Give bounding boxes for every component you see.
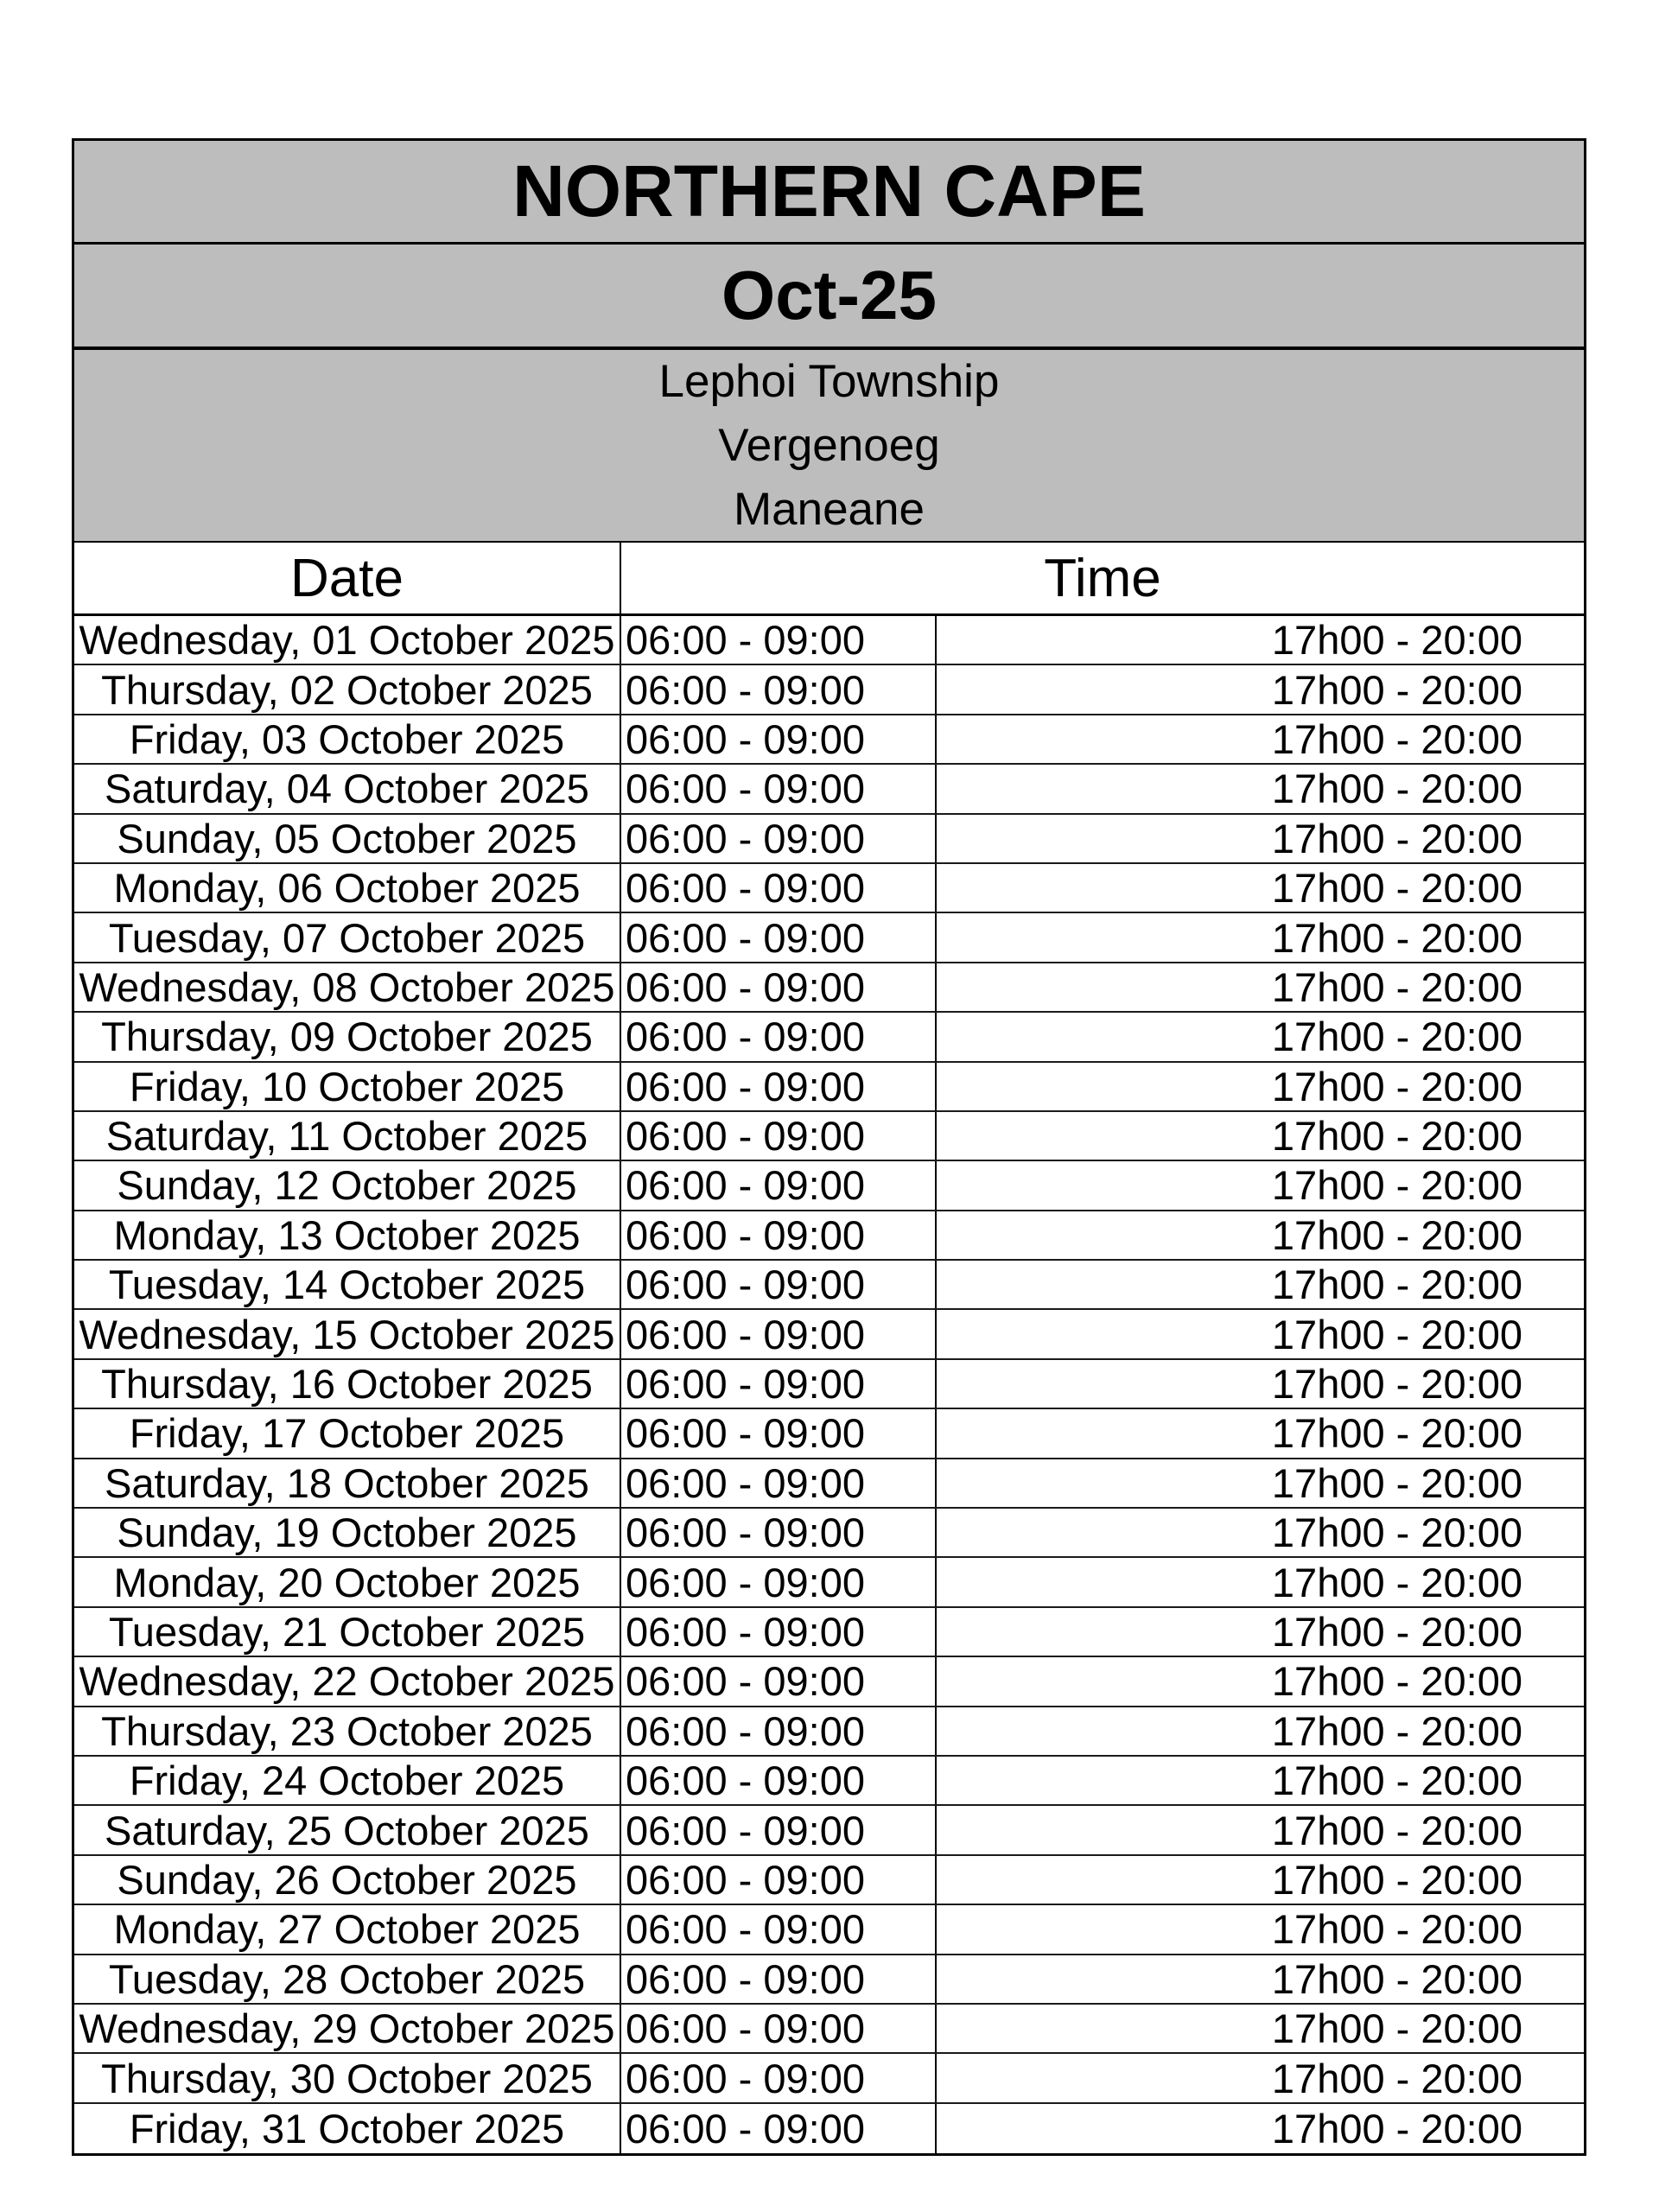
morning-time-cell: 06:00 - 09:00 xyxy=(621,1905,937,1953)
evening-time-cell: 17h00 - 20:00 xyxy=(1271,1658,1522,1705)
table-row xyxy=(74,1310,1584,1359)
date-cell: Saturday, 18 October 2025 xyxy=(74,1459,621,1507)
date-cell: Wednesday, 22 October 2025 xyxy=(74,1657,621,1705)
date-cell: Friday, 10 October 2025 xyxy=(74,1063,621,1110)
table-row xyxy=(74,963,1584,1013)
table-row xyxy=(74,864,1584,913)
morning-time-cell: 06:00 - 09:00 xyxy=(621,1608,937,1656)
table-row xyxy=(74,1161,1584,1211)
table-row xyxy=(74,1013,1584,1062)
date-cell: Thursday, 16 October 2025 xyxy=(74,1360,621,1408)
table-row xyxy=(74,1757,1584,1806)
table-row xyxy=(74,765,1584,814)
evening-time-cell: 17h00 - 20:00 xyxy=(1271,617,1522,664)
table-row xyxy=(74,1063,1584,1112)
date-cell: Saturday, 04 October 2025 xyxy=(74,765,621,812)
morning-time-cell: 06:00 - 09:00 xyxy=(621,1757,937,1804)
table-row xyxy=(74,1905,1584,1955)
evening-time-cell: 17h00 - 20:00 xyxy=(1271,2105,1522,2152)
date-cell: Monday, 27 October 2025 xyxy=(74,1905,621,1953)
date-cell: Sunday, 05 October 2025 xyxy=(74,815,621,862)
table-row xyxy=(74,913,1584,963)
morning-time-cell: 06:00 - 09:00 xyxy=(621,765,937,812)
date-cell: Monday, 06 October 2025 xyxy=(74,864,621,912)
date-cell: Sunday, 12 October 2025 xyxy=(74,1161,621,1209)
morning-time-cell: 06:00 - 09:00 xyxy=(621,963,937,1011)
evening-time-cell: 17h00 - 20:00 xyxy=(1271,1510,1522,1556)
morning-time-cell: 06:00 - 09:00 xyxy=(621,815,937,862)
morning-time-cell: 06:00 - 09:00 xyxy=(621,1955,937,2003)
morning-time-cell: 06:00 - 09:00 xyxy=(621,864,937,912)
morning-time-cell: 06:00 - 09:00 xyxy=(621,1806,937,1853)
table-row xyxy=(74,1657,1584,1707)
morning-time-cell: 06:00 - 09:00 xyxy=(621,1509,937,1556)
date-cell: Wednesday, 29 October 2025 xyxy=(74,2005,621,2052)
table-row xyxy=(74,1409,1584,1459)
evening-time-cell: 17h00 - 20:00 xyxy=(1271,1014,1522,1060)
table-row xyxy=(74,715,1584,765)
table-row xyxy=(74,1707,1584,1757)
evening-time-cell: 17h00 - 20:00 xyxy=(1271,715,1522,762)
morning-time-cell: 06:00 - 09:00 xyxy=(621,2054,937,2101)
evening-time-cell: 17h00 - 20:00 xyxy=(1271,1807,1522,1853)
date-cell: Monday, 20 October 2025 xyxy=(74,1558,621,1605)
evening-time-cell: 17h00 - 20:00 xyxy=(1271,1609,1522,1655)
evening-time-cell: 17h00 - 20:00 xyxy=(1271,1311,1522,1357)
table-row xyxy=(74,1459,1584,1509)
schedule-sheet xyxy=(72,138,1586,2156)
date-cell: Wednesday, 01 October 2025 xyxy=(74,616,621,664)
morning-time-cell: 06:00 - 09:00 xyxy=(621,665,937,713)
date-cell: Thursday, 30 October 2025 xyxy=(74,2054,621,2101)
morning-time-cell: 06:00 - 09:00 xyxy=(621,1707,937,1755)
table-row xyxy=(74,1360,1584,1409)
table-row xyxy=(74,815,1584,864)
date-cell: Wednesday, 15 October 2025 xyxy=(74,1310,621,1357)
evening-time-cell: 17h00 - 20:00 xyxy=(1271,666,1522,713)
evening-time-cell: 17h00 - 20:00 xyxy=(1271,2005,1522,2052)
date-cell: Tuesday, 14 October 2025 xyxy=(74,1261,621,1308)
table-row xyxy=(74,1856,1584,1905)
date-cell: Thursday, 09 October 2025 xyxy=(74,1013,621,1060)
evening-time-cell: 17h00 - 20:00 xyxy=(1271,1559,1522,1605)
morning-time-cell: 06:00 - 09:00 xyxy=(621,1409,937,1457)
evening-time-cell: 17h00 - 20:00 xyxy=(1271,1410,1522,1457)
date-cell: Friday, 17 October 2025 xyxy=(74,1409,621,1457)
evening-time-cell: 17h00 - 20:00 xyxy=(1271,1063,1522,1109)
morning-time-cell: 06:00 - 09:00 xyxy=(621,1211,937,1259)
table-row xyxy=(74,1608,1584,1657)
table-row xyxy=(74,2104,1584,2153)
table-row xyxy=(74,1211,1584,1261)
time-column-header: Time xyxy=(1044,548,1161,608)
morning-time-cell: 06:00 - 09:00 xyxy=(621,1856,937,1904)
date-cell: Monday, 13 October 2025 xyxy=(74,1211,621,1259)
evening-time-cell: 17h00 - 20:00 xyxy=(1271,914,1522,961)
date-cell: Saturday, 11 October 2025 xyxy=(74,1112,621,1160)
evening-time-cell: 17h00 - 20:00 xyxy=(1271,1361,1522,1408)
evening-time-cell: 17h00 - 20:00 xyxy=(1271,1459,1522,1506)
date-cell: Tuesday, 28 October 2025 xyxy=(74,1955,621,2003)
morning-time-cell: 06:00 - 09:00 xyxy=(621,1558,937,1605)
morning-time-cell: 06:00 - 09:00 xyxy=(621,1310,937,1357)
table-row xyxy=(74,1509,1584,1558)
morning-time-cell: 06:00 - 09:00 xyxy=(621,1063,937,1110)
table-row xyxy=(74,1112,1584,1161)
evening-time-cell: 17h00 - 20:00 xyxy=(1271,865,1522,912)
evening-time-cell: 17h00 - 20:00 xyxy=(1271,1856,1522,1903)
evening-time-cell: 17h00 - 20:00 xyxy=(1271,1906,1522,1953)
evening-time-cell: 17h00 - 20:00 xyxy=(1271,1211,1522,1258)
evening-time-cell: 17h00 - 20:00 xyxy=(1271,815,1522,861)
date-cell: Friday, 31 October 2025 xyxy=(74,2104,621,2153)
table-row xyxy=(74,2005,1584,2054)
morning-time-cell: 06:00 - 09:00 xyxy=(621,913,937,961)
location-item: Lephoi Township xyxy=(658,355,1000,407)
evening-time-cell: 17h00 - 20:00 xyxy=(1271,2055,1522,2101)
evening-time-cell: 17h00 - 20:00 xyxy=(1271,766,1522,812)
date-cell: Thursday, 02 October 2025 xyxy=(74,665,621,713)
date-cell: Sunday, 26 October 2025 xyxy=(74,1856,621,1904)
table-row xyxy=(74,2054,1584,2103)
morning-time-cell: 06:00 - 09:00 xyxy=(621,1112,937,1160)
table-row xyxy=(74,1955,1584,2005)
morning-time-cell: 06:00 - 09:00 xyxy=(621,1657,937,1705)
region-title: NORTHERN CAPE xyxy=(74,141,1584,245)
location-item: Maneane xyxy=(733,483,925,535)
morning-time-cell: 06:00 - 09:00 xyxy=(621,2005,937,2052)
morning-time-cell: 06:00 - 09:00 xyxy=(621,1459,937,1507)
date-cell: Tuesday, 07 October 2025 xyxy=(74,913,621,961)
month-title: Oct-25 xyxy=(74,245,1584,350)
table-row xyxy=(74,1558,1584,1607)
location-list xyxy=(74,350,1584,543)
evening-time-cell: 17h00 - 20:00 xyxy=(1271,963,1522,1010)
morning-time-cell: 06:00 - 09:00 xyxy=(621,1360,937,1408)
table-row xyxy=(74,1261,1584,1310)
date-cell: Saturday, 25 October 2025 xyxy=(74,1806,621,1853)
evening-time-cell: 17h00 - 20:00 xyxy=(1271,1955,1522,2002)
date-cell: Tuesday, 21 October 2025 xyxy=(74,1608,621,1656)
morning-time-cell: 06:00 - 09:00 xyxy=(621,715,937,763)
evening-time-cell: 17h00 - 20:00 xyxy=(1271,1707,1522,1754)
table-row xyxy=(74,665,1584,715)
date-cell: Wednesday, 08 October 2025 xyxy=(74,963,621,1011)
table-row xyxy=(74,1806,1584,1855)
evening-time-cell: 17h00 - 20:00 xyxy=(1271,1162,1522,1209)
date-column-header: Date xyxy=(74,543,621,613)
morning-time-cell: 06:00 - 09:00 xyxy=(621,1261,937,1308)
morning-time-cell: 06:00 - 09:00 xyxy=(621,2104,937,2153)
evening-time-cell: 17h00 - 20:00 xyxy=(1271,1758,1522,1804)
evening-time-cell: 17h00 - 20:00 xyxy=(1271,1113,1522,1160)
morning-time-cell: 06:00 - 09:00 xyxy=(621,1013,937,1060)
morning-time-cell: 06:00 - 09:00 xyxy=(621,1161,937,1209)
date-cell: Friday, 03 October 2025 xyxy=(74,715,621,763)
table-header-row xyxy=(74,543,1584,616)
table-body xyxy=(74,616,1584,2153)
table-row xyxy=(74,616,1584,665)
evening-time-cell: 17h00 - 20:00 xyxy=(1271,1262,1522,1308)
date-cell: Sunday, 19 October 2025 xyxy=(74,1509,621,1556)
date-cell: Friday, 24 October 2025 xyxy=(74,1757,621,1804)
date-cell: Thursday, 23 October 2025 xyxy=(74,1707,621,1755)
location-item: Vergenoeg xyxy=(718,419,940,471)
morning-time-cell: 06:00 - 09:00 xyxy=(621,616,937,664)
